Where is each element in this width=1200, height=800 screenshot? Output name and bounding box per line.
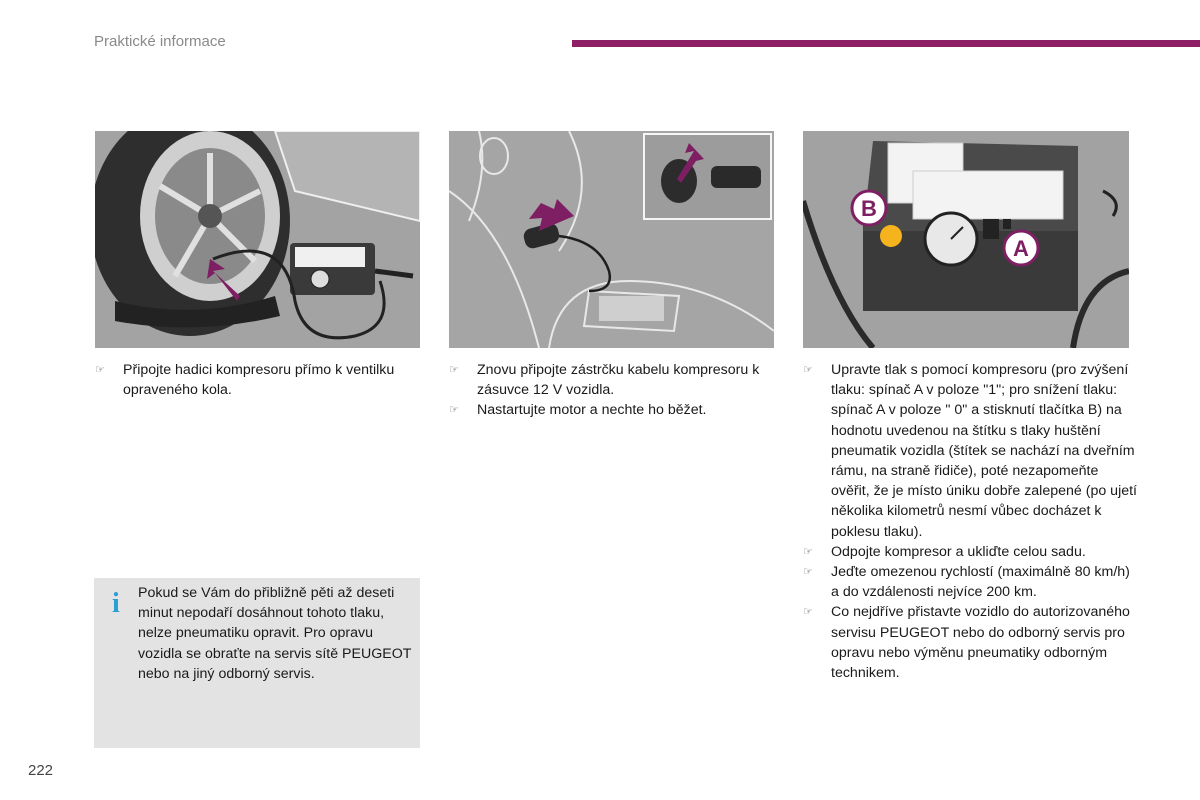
label-a: A [1013,236,1029,261]
pointing-hand-icon: ☞ [803,364,813,376]
page-number: 222 [28,762,54,779]
instruction-item: ☞ Co nejdříve přistavte vozidlo do autorizovaného servisu PEUGEOT nebo do odborný servis pro opravu nebo výměnu pneumatiky odborným technikem. [803,604,1130,682]
pointing-hand-icon: ☞ [803,606,813,619]
pointing-hand-icon: ☞ [803,545,813,558]
tyre-compressor-figure [95,131,420,348]
info-icon: i [112,588,120,619]
instructions-column-2 [449,360,779,421]
tyre-compressor-hose-illustration [95,131,420,348]
instruction-item: ☞ Nastartujte motor a nechte ho běžet. [449,400,779,420]
instruction-item: ☞ Odpojte kompresor a ukliďte celou sadu. [803,542,1138,562]
pointing-hand-icon: ☞ [95,364,105,376]
instructions-column-1 [95,360,425,400]
pointing-hand-icon: ☞ [449,364,459,376]
info-note-text: Pokud se Vám do přibližně pěti až deseti minut nepodaří dosáhnout tohoto tlaku, nelze pneumatiku opravit. Pro opravu vozidla se obraťte na servis sítě PEUGEOT nebo na jiný odborný servis. [138,585,412,682]
compressor-plug-12v-socket-illustration [449,131,774,348]
info-note-box [94,578,420,748]
instruction-item: ☞ Připojte hadici kompresoru přímo k ventilku opraveného kola. [95,362,395,399]
instruction-item: ☞ Jeďte omezenou rychlostí (maximálně 80 km/h) a do vzdálenosti nejvíce 200 km. [803,564,1130,601]
socket-figure [449,131,774,348]
instructions-column-3 [803,360,1138,683]
pointing-hand-icon: ☞ [803,566,813,579]
pointing-hand-icon: ☞ [449,404,459,417]
compressor-control-panel-illustration [803,131,1129,348]
header-accent-bar [572,40,1200,47]
compressor-panel-figure [803,131,1129,348]
section-title: Praktické informace [94,33,226,50]
instruction-item: ☞ Znovu připojte zástrčku kabelu kompresoru k zásuvce 12 V vozidla. [449,362,760,399]
instruction-item: ☞ Upravte tlak s pomocí kompresoru (pro zvýšení tlaku: spínač A v poloze "1"; pro snížení tlaku: spínač A v poloze " 0" a stisknutí tlačítka B) na hodnotu uvedenou na štítku s tlaky huštění pneumatik vozidla (štítek se nachází na dveřním rámu, na straně řidiče), poté nezapomeňte ověřit, že je místo úniku dobře zalepené (po ujetí několika kilometrů nesmí vůbec docházet k poklesu tlaku). [803,362,1137,540]
label-b: B [861,196,877,221]
